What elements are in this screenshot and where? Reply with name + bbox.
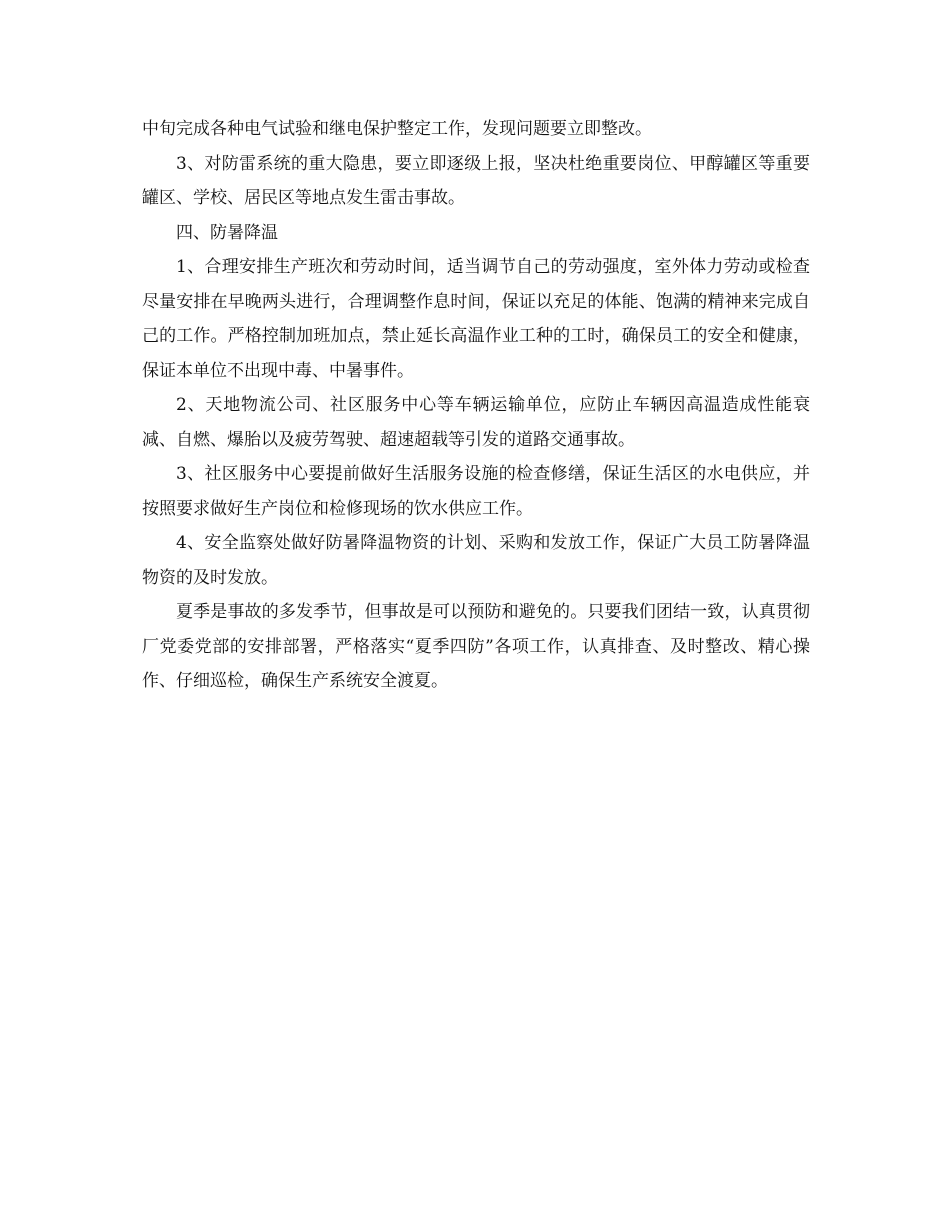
paragraph-supplies: 4、安全监察处做好防暑降温物资的计划、采购和发放工作，保证广大员工防暑降温物资的及时发放。 (142, 533, 810, 588)
paragraph-work-schedule: 1、合理安排生产班次和劳动时间，适当调节自己的劳动强度，室外体力劳动或检查尽量安排在早晚两头进行，合理调整作息时间，保证以充足的体能、饱满的精神来完成自己的工作。严格控制加班加点，禁止延长高温作业工种的工时，确保员工的安全和健康，保证本单位不出现中毒、中暑事件。 (142, 257, 810, 381)
paragraph-conclusion: 夏季是事故的多发季节，但事故是可以预防和避免的。只要我们团结一致，认真贯彻厂党委党部的安排部署，严格落实“夏季四防”各项工作，认真排查、及时整改、精心操作、仔细巡检，确保生产系统安全渡夏。 (142, 602, 810, 691)
paragraph-lightning-hazards: 3、对防雷系统的重大隐患，要立即逐级上报，坚决杜绝重要岗位、甲醇罐区等重要罐区、学校、居民区等地点发生雷击事故。 (142, 153, 810, 208)
paragraph-continuation: 中旬完成各种电气试验和继电保护整定工作，发现问题要立即整改。 (142, 119, 652, 139)
section-heading-heatstroke: 四、防暑降温 (176, 222, 278, 243)
paragraph-vehicle-safety: 2、天地物流公司、社区服务中心等车辆运输单位，应防止车辆因高温造成性能衰减、自燃、爆胎以及疲劳驾驶、超速超载等引发的道路交通事故。 (142, 395, 810, 450)
document-body (142, 112, 810, 699)
paragraph-facility-maintenance: 3、社区服务中心要提前做好生活服务设施的检查修缮，保证生活区的水电供应，并按照要求做好生产岗位和检修现场的饮水供应工作。 (142, 464, 810, 519)
